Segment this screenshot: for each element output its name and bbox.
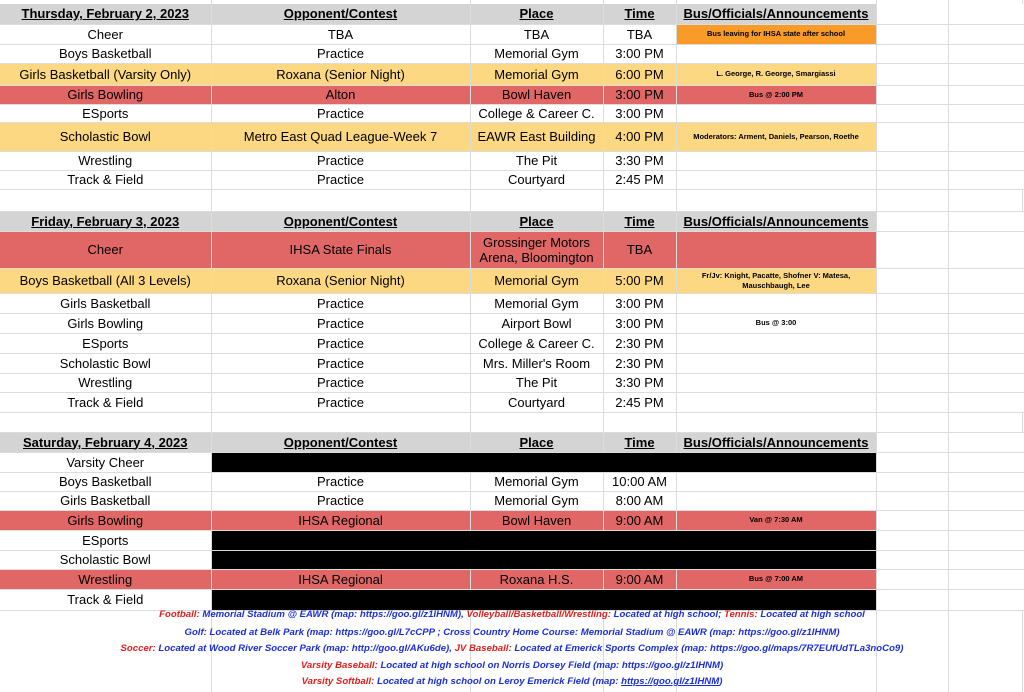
contest-cell[interactable]: Practice: [211, 313, 470, 333]
header-date[interactable]: Saturday, February 4, 2023: [0, 432, 211, 452]
sport-cell[interactable]: Cheer: [0, 231, 211, 268]
sport-cell[interactable]: Boys Basketball: [0, 472, 211, 491]
empty-cell[interactable]: [876, 85, 948, 104]
sport-cell[interactable]: Girls Bowling: [0, 85, 211, 104]
place-cell[interactable]: Memorial Gym: [470, 293, 603, 313]
empty-cell[interactable]: [948, 313, 1024, 333]
footer-line-5: Varsity Softball: Located at high school on Leroy Emerick Field (map: https://goo.gl/z1IHNM): [301, 676, 723, 687]
empty-cell[interactable]: [948, 589, 1024, 610]
empty-cell[interactable]: [948, 44, 1024, 63]
time-cell[interactable]: 3:00 PM: [603, 293, 676, 313]
footer-line-1: Football: Memorial Stadium @ EAWR (map: https://goo.gl/z1IHNM), Volleyball/Basketball/Wrestling: Located at high school; Tennis: Located at high school: [159, 609, 865, 620]
contest-cell[interactable]: IHSA State Finals: [211, 231, 470, 268]
softball-map-link[interactable]: https://goo.gl/z1IHNM: [621, 676, 720, 687]
event-row: [0, 104, 1024, 122]
empty-cell[interactable]: [948, 4, 1024, 24]
empty-cell[interactable]: [876, 122, 948, 151]
note-cell[interactable]: [676, 170, 876, 189]
empty-cell[interactable]: [0, 189, 211, 211]
event-row: [0, 569, 1024, 589]
sport-cell[interactable]: Track & Field: [0, 589, 211, 610]
empty-cell[interactable]: [876, 589, 948, 610]
place-cell[interactable]: EAWR East Building: [470, 122, 603, 151]
empty-cell[interactable]: [876, 211, 948, 231]
redacted-block[interactable]: [211, 452, 876, 472]
sport-cell[interactable]: Girls Basketball: [0, 491, 211, 510]
event-row: [0, 333, 1024, 353]
day-header-row: [0, 432, 1024, 452]
sport-cell[interactable]: ESports: [0, 104, 211, 122]
empty-cell[interactable]: [603, 189, 676, 211]
event-row: [0, 293, 1024, 313]
contest-cell[interactable]: Practice: [211, 392, 470, 412]
empty-cell[interactable]: [876, 104, 948, 122]
contest-cell[interactable]: IHSA Regional: [211, 510, 470, 530]
empty-cell[interactable]: [948, 569, 1024, 589]
empty-cell[interactable]: [676, 189, 876, 211]
empty-cell[interactable]: [470, 412, 603, 432]
note-cell[interactable]: [676, 104, 876, 122]
empty-cell[interactable]: [876, 510, 948, 530]
empty-cell[interactable]: [948, 510, 1024, 530]
empty-cell[interactable]: [876, 550, 948, 569]
event-row: [0, 151, 1024, 170]
header-place[interactable]: Place: [470, 211, 603, 231]
time-cell[interactable]: 3:00 PM: [603, 44, 676, 63]
sport-cell[interactable]: Varsity Cheer: [0, 452, 211, 472]
sport-cell[interactable]: Cheer: [0, 24, 211, 44]
event-row: [0, 170, 1024, 189]
empty-cell[interactable]: [948, 293, 1024, 313]
note-cell[interactable]: [676, 231, 876, 268]
sport-cell[interactable]: Wrestling: [0, 569, 211, 589]
header-opponent[interactable]: Opponent/Contest: [211, 4, 470, 24]
empty-cell[interactable]: [948, 268, 1024, 293]
sport-cell[interactable]: Scholastic Bowl: [0, 550, 211, 569]
note-cell[interactable]: [676, 373, 876, 392]
event-row: [0, 24, 1024, 44]
event-row: [0, 268, 1024, 293]
empty-cell[interactable]: [876, 353, 948, 373]
place-cell[interactable]: Memorial Gym: [470, 63, 603, 85]
header-opponent[interactable]: Opponent/Contest: [211, 211, 470, 231]
empty-cell[interactable]: [876, 44, 948, 63]
redacted-block[interactable]: [211, 530, 876, 550]
empty-cell[interactable]: [876, 313, 948, 333]
footer-line-3: Soccer: Located at Wood River Soccer Park (map: http://goo.gl/AKu6de), JV Baseball: Located at Emerick Sports Complex (map: https://goo.gl/maps/7R7EUfUdTLa3noCo9): [120, 643, 904, 654]
empty-cell[interactable]: [948, 24, 1024, 44]
contest-cell[interactable]: Roxana (Senior Night): [211, 268, 470, 293]
empty-cell[interactable]: [948, 85, 1024, 104]
place-cell[interactable]: The Pit: [470, 373, 603, 392]
header-notes[interactable]: Bus/Officials/Announcements: [676, 432, 876, 452]
contest-cell[interactable]: Metro East Quad League-Week 7: [211, 122, 470, 151]
time-cell[interactable]: 3:00 PM: [603, 104, 676, 122]
contest-cell[interactable]: Practice: [211, 353, 470, 373]
place-cell[interactable]: Memorial Gym: [470, 491, 603, 510]
time-cell[interactable]: TBA: [603, 231, 676, 268]
empty-cell[interactable]: [948, 373, 1024, 392]
header-notes[interactable]: Bus/Officials/Announcements: [676, 4, 876, 24]
empty-cell[interactable]: [948, 412, 1024, 432]
day-header-row: [0, 211, 1024, 231]
note-cell[interactable]: [676, 491, 876, 510]
note-cell[interactable]: [676, 472, 876, 491]
note-cell[interactable]: [676, 333, 876, 353]
empty-cell[interactable]: [0, 412, 211, 432]
note-cell[interactable]: Bus @ 7:00 AM: [676, 569, 876, 589]
place-cell[interactable]: Bowl Haven: [470, 85, 603, 104]
sport-cell[interactable]: Wrestling: [0, 151, 211, 170]
empty-cell[interactable]: [948, 170, 1024, 189]
time-cell[interactable]: TBA: [603, 24, 676, 44]
time-cell[interactable]: 3:00 PM: [603, 85, 676, 104]
note-cell[interactable]: Fr/Jv: Knight, Pacatte, Shofner V: Matesa, Mauschbaugh, Lee: [676, 268, 876, 293]
time-cell[interactable]: 5:00 PM: [603, 268, 676, 293]
empty-cell[interactable]: [876, 472, 948, 491]
time-cell[interactable]: 2:30 PM: [603, 353, 676, 373]
sport-cell[interactable]: ESports: [0, 530, 211, 550]
header-time[interactable]: Time: [603, 4, 676, 24]
header-date[interactable]: Friday, February 3, 2023: [0, 211, 211, 231]
empty-cell[interactable]: [876, 569, 948, 589]
contest-cell[interactable]: Roxana (Senior Night): [211, 63, 470, 85]
note-cell[interactable]: Van @ 7:30 AM: [676, 510, 876, 530]
event-row: [0, 452, 1024, 472]
place-cell[interactable]: The Pit: [470, 151, 603, 170]
sport-cell[interactable]: Scholastic Bowl: [0, 122, 211, 151]
place-cell[interactable]: TBA: [470, 24, 603, 44]
redacted-block[interactable]: [211, 550, 876, 569]
empty-cell[interactable]: [876, 293, 948, 313]
time-cell[interactable]: 3:00 PM: [603, 313, 676, 333]
note-cell[interactable]: [676, 392, 876, 412]
empty-cell[interactable]: [876, 151, 948, 170]
time-cell[interactable]: 2:30 PM: [603, 333, 676, 353]
empty-cell[interactable]: [211, 412, 470, 432]
time-cell[interactable]: 3:30 PM: [603, 151, 676, 170]
place-cell[interactable]: Memorial Gym: [470, 44, 603, 63]
time-cell[interactable]: 3:30 PM: [603, 373, 676, 392]
empty-cell[interactable]: [876, 268, 948, 293]
sport-cell[interactable]: ESports: [0, 333, 211, 353]
event-row: [0, 85, 1024, 104]
empty-cell[interactable]: [948, 151, 1024, 170]
place-cell[interactable]: Airport Bowl: [470, 313, 603, 333]
event-row: [0, 231, 1024, 268]
empty-cell[interactable]: [470, 189, 603, 211]
empty-cell[interactable]: [876, 4, 948, 24]
empty-cell[interactable]: [948, 63, 1024, 85]
spacer-row: [0, 189, 1024, 211]
event-row: [0, 313, 1024, 333]
event-row: [0, 550, 1024, 569]
note-cell[interactable]: [676, 293, 876, 313]
event-row: [0, 392, 1024, 412]
empty-cell[interactable]: [948, 432, 1024, 452]
empty-cell[interactable]: [876, 170, 948, 189]
contest-cell[interactable]: Practice: [211, 170, 470, 189]
contest-cell[interactable]: Practice: [211, 491, 470, 510]
empty-cell[interactable]: [948, 491, 1024, 510]
event-row: [0, 353, 1024, 373]
place-cell[interactable]: College & Career C.: [470, 333, 603, 353]
redacted-block[interactable]: [211, 589, 876, 610]
time-cell[interactable]: 9:00 AM: [603, 510, 676, 530]
empty-cell[interactable]: [876, 432, 948, 452]
event-row: [0, 472, 1024, 491]
contest-cell[interactable]: Practice: [211, 104, 470, 122]
contest-cell[interactable]: Practice: [211, 44, 470, 63]
spacer-row: [0, 412, 1024, 432]
empty-cell[interactable]: [948, 550, 1024, 569]
header-time[interactable]: Time: [603, 211, 676, 231]
empty-cell[interactable]: [876, 530, 948, 550]
contest-cell[interactable]: TBA: [211, 24, 470, 44]
contest-cell[interactable]: Practice: [211, 333, 470, 353]
event-row: [0, 589, 1024, 610]
sport-cell[interactable]: Wrestling: [0, 373, 211, 392]
note-cell[interactable]: [676, 353, 876, 373]
note-cell[interactable]: Bus leaving for IHSA state after school: [676, 24, 876, 44]
sport-cell[interactable]: Girls Basketball: [0, 293, 211, 313]
empty-cell[interactable]: [676, 412, 876, 432]
empty-cell[interactable]: [948, 353, 1024, 373]
sport-cell[interactable]: Girls Bowling: [0, 313, 211, 333]
event-row: [0, 63, 1024, 85]
sport-cell[interactable]: Boys Basketball: [0, 44, 211, 63]
empty-cell[interactable]: [876, 412, 948, 432]
contest-cell[interactable]: Practice: [211, 151, 470, 170]
note-cell[interactable]: [676, 151, 876, 170]
sport-cell[interactable]: Girls Bowling: [0, 510, 211, 530]
sport-cell[interactable]: Track & Field: [0, 392, 211, 412]
event-row: [0, 373, 1024, 392]
schedule-table: [0, 4, 1024, 611]
day-header-row: [0, 4, 1024, 24]
note-cell[interactable]: [676, 44, 876, 63]
header-notes[interactable]: Bus/Officials/Announcements: [676, 211, 876, 231]
empty-cell[interactable]: [948, 392, 1024, 412]
time-cell[interactable]: 10:00 AM: [603, 472, 676, 491]
place-cell[interactable]: Roxana H.S.: [470, 569, 603, 589]
place-cell[interactable]: Memorial Gym: [470, 472, 603, 491]
sport-cell[interactable]: Boys Basketball (All 3 Levels): [0, 268, 211, 293]
contest-cell[interactable]: Practice: [211, 472, 470, 491]
empty-cell[interactable]: [948, 530, 1024, 550]
empty-cell[interactable]: [876, 189, 948, 211]
place-cell[interactable]: Grossinger Motors Arena, Bloomington: [470, 231, 603, 268]
time-cell[interactable]: 2:45 PM: [603, 392, 676, 412]
empty-cell[interactable]: [876, 392, 948, 412]
event-row: [0, 44, 1024, 63]
empty-cell[interactable]: [876, 491, 948, 510]
empty-cell[interactable]: [876, 452, 948, 472]
sport-cell[interactable]: Track & Field: [0, 170, 211, 189]
empty-cell[interactable]: [948, 211, 1024, 231]
empty-cell[interactable]: [876, 333, 948, 353]
place-cell[interactable]: College & Career C.: [470, 104, 603, 122]
empty-cell[interactable]: [948, 472, 1024, 491]
event-row: [0, 510, 1024, 530]
contest-cell[interactable]: IHSA Regional: [211, 569, 470, 589]
place-cell[interactable]: Mrs. Miller's Room: [470, 353, 603, 373]
header-place[interactable]: Place: [470, 432, 603, 452]
place-cell[interactable]: Bowl Haven: [470, 510, 603, 530]
time-cell[interactable]: 4:00 PM: [603, 122, 676, 151]
place-cell[interactable]: Memorial Gym: [470, 268, 603, 293]
empty-cell[interactable]: [948, 231, 1024, 268]
header-date[interactable]: Thursday, February 2, 2023: [0, 4, 211, 24]
contest-cell[interactable]: Alton: [211, 85, 470, 104]
note-cell[interactable]: Bus @ 2:00 PM: [676, 85, 876, 104]
time-cell[interactable]: 8:00 AM: [603, 491, 676, 510]
note-cell[interactable]: Bus @ 3:00: [676, 313, 876, 333]
footer-line-4: Varsity Baseball: Located at high school on Norris Dorsey Field (map: https://goo.gl/z1IHNM): [300, 660, 724, 671]
header-time[interactable]: Time: [603, 432, 676, 452]
empty-cell[interactable]: [948, 333, 1024, 353]
empty-cell[interactable]: [876, 373, 948, 392]
empty-cell[interactable]: [603, 412, 676, 432]
event-row: [0, 491, 1024, 510]
contest-cell[interactable]: Practice: [211, 373, 470, 392]
empty-cell[interactable]: [948, 104, 1024, 122]
contest-cell[interactable]: Practice: [211, 293, 470, 313]
place-cell[interactable]: Courtyard: [470, 170, 603, 189]
empty-cell[interactable]: [876, 231, 948, 268]
note-cell[interactable]: L. George, R. George, Smargiassi: [676, 63, 876, 85]
empty-cell[interactable]: [876, 24, 948, 44]
empty-cell[interactable]: [948, 189, 1024, 211]
sport-cell[interactable]: Girls Basketball (Varsity Only): [0, 63, 211, 85]
footer-line-2: Golf: Located at Belk Park (map: https://goo.gl/L7cCPP ; Cross Country Home Course: Memorial Stadium @ EAWR (map: https://goo.gl/z1IHNM): [184, 627, 840, 638]
header-opponent[interactable]: Opponent/Contest: [211, 432, 470, 452]
empty-cell[interactable]: [211, 189, 470, 211]
empty-cell[interactable]: [948, 122, 1024, 151]
header-place[interactable]: Place: [470, 4, 603, 24]
note-cell[interactable]: Moderators: Arment, Daniels, Pearson, Roethe: [676, 122, 876, 151]
place-cell[interactable]: Courtyard: [470, 392, 603, 412]
sport-cell[interactable]: Scholastic Bowl: [0, 353, 211, 373]
time-cell[interactable]: 6:00 PM: [603, 63, 676, 85]
time-cell[interactable]: 9:00 AM: [603, 569, 676, 589]
time-cell[interactable]: 2:45 PM: [603, 170, 676, 189]
empty-cell[interactable]: [876, 63, 948, 85]
event-row: [0, 530, 1024, 550]
event-row: [0, 122, 1024, 151]
empty-cell[interactable]: [948, 452, 1024, 472]
